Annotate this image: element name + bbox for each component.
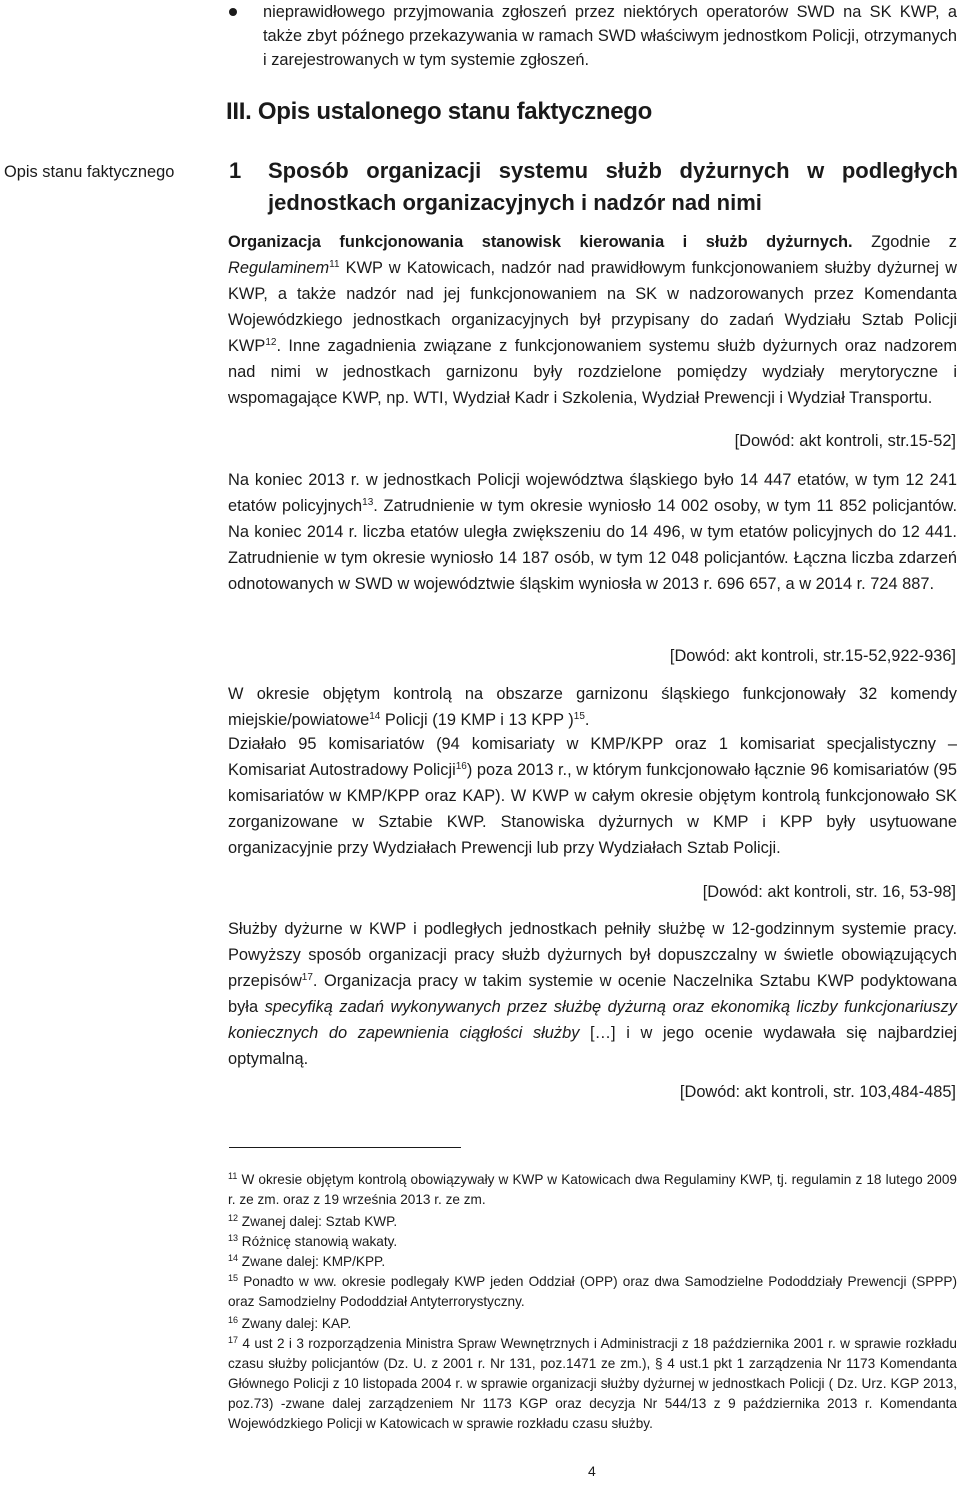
- footnote-15: [228, 1272, 957, 1312]
- footnote-number: 12: [228, 1213, 239, 1223]
- footnote-text: Ponadto w ww. okresie podlegały KWP jeden Oddział (OPP) oraz dwa Samodzielne Pododdziały Prewencji (SPPP) oraz Samodzielny Pododdział Antyterrorystyczny.: [228, 1274, 957, 1309]
- footnote-14: [228, 1252, 957, 1272]
- margin-label: Opis stanu faktycznego: [4, 163, 175, 181]
- evidence-1: [Dowód: akt kontroli, str.15-52]: [734, 432, 956, 450]
- p2-text-2: . Zatrudnienie w tym okresie wyniosło 14 002 osoby, w tym 11 852 policjantów. Na koniec 2014 r. liczba etatów uległa zwiększeniu do 14 496, w tym etatów policyjnych do 12 441. Zatrudnienie w tym okresie wyniosło 14 187 osób, w tym 12 048 policjantów. Łączna liczba zdarzeń odnotowanych w SWD w województwie śląskim wyniosła w 2013 r. 696 657, a w 2014 r. 724 887.: [228, 497, 958, 593]
- footnote-ref-14[interactable]: 14: [369, 711, 381, 722]
- section-heading: III. Opis ustalonego stanu faktycznego: [226, 98, 653, 125]
- footnote-11: [228, 1170, 957, 1210]
- p5-italic: specyfiką zadań wykonywanych przez służbę dyżurną oraz ekonomiką liczby funkcjonariuszy koniecznych do zapewnienia ciągłości służby: [228, 998, 957, 1042]
- footnote-16: [228, 1314, 957, 1334]
- footnote-text: Różnicę stanowią wakaty.: [238, 1234, 398, 1249]
- p4-text-2: ) poza 2013 r., w którym funkcjonowało łącznie 96 komisariatów (95 komisariatów w KMP/KPP oraz KAP). W KWP w całym okresie objętym kontrolą funkcjonowało SK zorganizowane w Sztabie KWP. Stanowiska dyżurnych w KMP i KPP były usytuowane organizacyjnie przy Wydziałach Prewencji lub przy Wydziałach Sztab Policji.: [228, 761, 958, 857]
- p1-italic: Regulaminem: [228, 259, 330, 277]
- p5-text-3: […] i w jego ocenie wydawała się najbardziej optymalną.: [228, 1024, 957, 1068]
- p5-text-2: . Organizacja pracy w takim systemie w ocenie Naczelnika Sztabu KWP podyktowana była: [228, 972, 957, 1016]
- footnote-separator: [229, 1147, 461, 1148]
- footnote-ref-16[interactable]: 16: [455, 761, 467, 772]
- p3-text-1: W okresie objętym kontrolą na obszarze garnizonu śląskiego funkcjonowały 32 komendy miejskie/powiatowe: [228, 685, 957, 729]
- bullet-text: nieprawidłowego przyjmowania zgłoszeń przez niektórych operatorów SWD na SK KWP, a także zbyt późnego przekazywania w ramach SWD właściwym jednostkom Policji, otrzymanych i zarejestrowanych w tym systemie zgłoszeń.: [263, 3, 957, 69]
- footnote-ref-17[interactable]: 17: [301, 972, 313, 983]
- footnote-text: 4 ust 2 i 3 rozporządzenia Ministra Spraw Wewnętrznych i Administracji z 18 października 2001 r. w sprawie rozkładu czasu służby policjantów (Dz. U. z 2001 r. Nr 131, poz.1471 ze zm.), § 4 ust.1 pkt 1 zarządzenia Nr 1173 Komendanta Głównego Policji z 10 listopada 2004 r. w sprawie organizacji służby dyżurnej w jednostkach Policji ( Dz. Urz. KGP 2013, poz.73) -zwane dalej zarządzeniem Nr 1173 KGP oraz decyzja Nr 544/13 z 9 października 2013 r. Komendanta Wojewódzkiego Policji w Katowicach w sprawie rozkładu czasu służby.: [228, 1336, 957, 1431]
- evidence-2: [Dowód: akt kontroli, str.15-52,922-936]: [669, 647, 956, 665]
- footnote-text: Zwane dalej: KMP/KPP.: [238, 1254, 386, 1269]
- footnote-text: Zwany dalej: KAP.: [238, 1316, 352, 1331]
- p4-text-1: Działało 95 komisariatów (94 komisariaty w KMP/KPP oraz 1 komisariat specjalistyczny – Komisariat Autostradowy Policji: [228, 735, 957, 779]
- footnote-number: 13: [228, 1233, 239, 1243]
- p1-text-1: Zgodnie z: [852, 233, 957, 251]
- p3-text-2: Policji (19 KMP i 13 KPP ): [380, 711, 574, 729]
- footnote-number: 17: [228, 1335, 239, 1345]
- footnote-number: 16: [228, 1315, 239, 1325]
- footnote-12: [228, 1212, 957, 1232]
- footnote-text: W okresie objętym kontrolą obowiązywały w KWP w Katowicach dwa Regulaminy KWP, tj. regulamin z 18 lutego 2009 r. ze zm. oraz z 19 września 2013 r. ze zm.: [228, 1172, 957, 1207]
- paragraph-organization: [228, 229, 957, 411]
- bullet-icon: [229, 8, 237, 16]
- footnote-ref-11[interactable]: 11: [329, 259, 340, 270]
- p3-text-3: .: [584, 711, 590, 729]
- evidence-3: [Dowód: akt kontroli, str. 16, 53-98]: [702, 883, 956, 901]
- footnote-number: 14: [228, 1253, 239, 1263]
- paragraph-shifts: [228, 916, 957, 1072]
- p1-bold: Organizacja funkcjonowania stanowisk kierowania i służb dyżurnych.: [228, 233, 853, 251]
- paragraph-stations: [228, 731, 957, 861]
- p1-text-3: . Inne zagadnienia związane z funkcjonowaniem systemu służb dyżurnych oraz nadzorem nad nimi w jednostkach garnizonu były rozdzielone pomiędzy wydziały merytoryczne i wspomagające KWP, np. WTI, Wydział Kadr i Szkolenia, Wydział Prewencji i Wydział Transportu.: [228, 337, 957, 407]
- subsection-title: Sposób organizacji systemu służb dyżurnych w podległych jednostkach organizacyjnych i nadzór nad nimi: [268, 158, 958, 215]
- p1-text-2: KWP w Katowicach, nadzór nad prawidłowym funkcjonowaniem służby dyżurnej w KWP, a także nadzór nad jej funkcjonowaniem na SK w nadzorowanych przez Komendanta Wojewódzkiego jednostkach organizacyjnych był przypisany do zadań Wydziału Sztab Policji KWP: [228, 259, 957, 355]
- footnote-13: [228, 1232, 957, 1252]
- footnote-ref-15[interactable]: 15: [573, 711, 585, 722]
- p2-text-1: Na koniec 2013 r. w jednostkach Policji województwa śląskiego było 14 447 etatów, w tym 12 241 etatów policyjnych: [228, 471, 957, 515]
- p5-text-1: Służby dyżurne w KWP i podległych jednostkach pełniły służbę w 12-godzinnym systemie pracy. Powyższy sposób organizacji pracy służb dyżurnych był dopuszczalny w świetle obowiązujących przepisów: [228, 920, 957, 990]
- page-number: 4: [588, 1463, 596, 1479]
- footnote-17: [228, 1334, 957, 1434]
- footnote-ref-12[interactable]: 12: [265, 337, 277, 348]
- evidence-4: [Dowód: akt kontroli, str. 103,484-485]: [679, 1083, 956, 1101]
- footnote-text: Zwanej dalej: Sztab KWP.: [238, 1214, 398, 1229]
- footnote-number: 11: [228, 1171, 238, 1181]
- paragraph-commands: [228, 681, 957, 733]
- subsection-number: 1: [229, 158, 242, 183]
- paragraph-staffing: [228, 467, 957, 597]
- footnote-ref-13[interactable]: 13: [362, 497, 374, 508]
- footnote-number: 15: [228, 1273, 239, 1283]
